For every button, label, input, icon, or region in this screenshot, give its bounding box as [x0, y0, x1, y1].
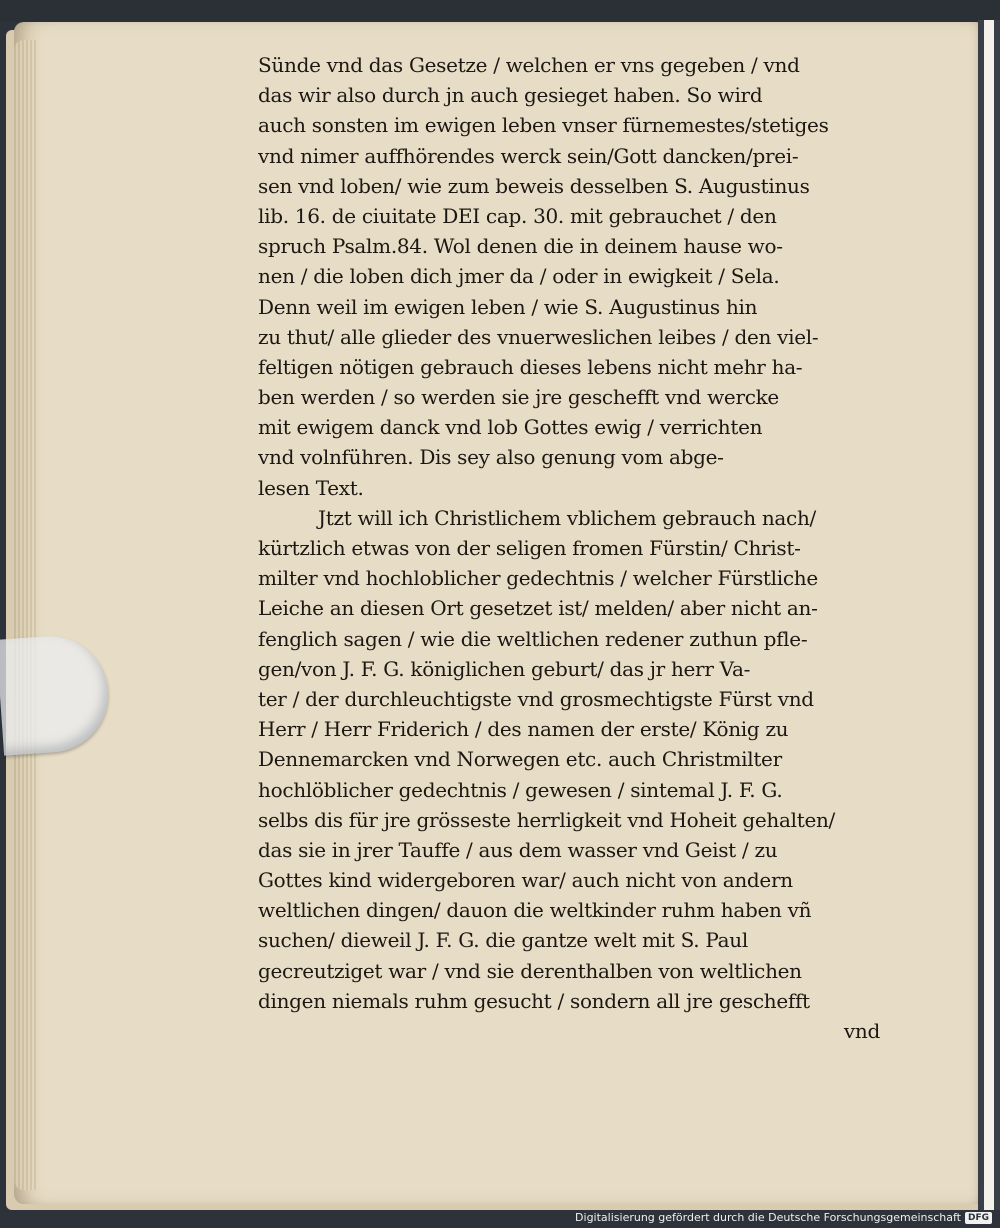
text-line: sen vnd loben/ wie zum beweis desselben S. Augustinus — [258, 173, 810, 198]
text-line: fenglich sagen / wie die weltlichen redener zuthun pfle- — [258, 626, 808, 651]
text-line: milter vnd hochloblicher gedechtnis / welcher Fürstliche — [258, 566, 818, 591]
text-line: weltlichen dingen/ dauon die weltkinder ruhm haben vñ — [258, 898, 812, 923]
text-line: Gottes kind widergeboren war/ auch nicht von andern — [258, 868, 793, 893]
text-line: gecreutziget war / vnd sie derenthalben von weltlichen — [258, 958, 802, 983]
catchword: vnd — [843, 1019, 880, 1043]
text-line: Leiche an diesen Ort gesetzet ist/ melden/ aber nicht an- — [258, 596, 818, 621]
paragraph-start-line: Jtzt will ich Christlichem vblichem gebrauch nach/ — [318, 505, 816, 530]
text-line: lib. 16. de ciuitate DEI cap. 30. mit gebrauchet / den — [258, 203, 777, 228]
spine-strip — [984, 20, 994, 1210]
text-line: feltigen nötigen gebrauch dieses lebens nicht mehr ha- — [258, 354, 803, 379]
text-line: mit ewigem danck vnd lob Gottes ewig / verrichten — [258, 415, 763, 440]
text-line: selbs dis für jre grösseste herrligkeit vnd Hoheit gehalten/ — [258, 807, 836, 832]
text-line: lesen Text. — [258, 475, 364, 500]
text-line: ter / der durchleuchtigste vnd grosmechtigste Fürst vnd — [258, 686, 814, 711]
text-line: vnd volnführen. Dis sey also genung vom abge- — [258, 445, 724, 470]
text-line: gen/von J. F. G. königlichen geburt/ das jr herr Va- — [258, 656, 751, 681]
text-line: zu thut/ alle glieder des vnuerweslichen leibes / den viel- — [258, 324, 819, 349]
text-line: Herr / Herr Friderich / des namen der erste/ König zu — [258, 717, 789, 742]
footer-credit — [575, 1211, 992, 1224]
text-line: nen / die loben dich jmer da / oder in ewigkeit / Sela. — [258, 264, 780, 289]
text-line: vnd nimer auffhörendes werck sein/Gott dancken/prei- — [258, 143, 799, 168]
text-line: spruch Psalm.84. Wol denen die in deinem hause wo- — [258, 234, 783, 259]
text-line: auch sonsten im ewigen leben vnser fürnemestes/stetiges — [258, 113, 829, 138]
footer-text: Digitalisierung gefördert durch die Deutsche Forschungsgemeinschaft — [575, 1211, 961, 1224]
text-line: das wir also durch jn auch gesieget haben. So wird — [258, 83, 763, 108]
book-spine — [978, 20, 1000, 1210]
text-line: Dennemarcken vnd Norwegen etc. auch Christmilter — [258, 747, 782, 772]
text-line: dingen niemals ruhm gesucht / sondern all jre geschefft — [258, 988, 810, 1013]
text-line: Sünde vnd das Gesetze / welchen er vns gegeben / vnd — [258, 53, 800, 77]
text-line: Denn weil im ewigen leben / wie S. Augustinus hin — [258, 294, 758, 319]
dfg-logo-icon: DFG — [965, 1212, 992, 1224]
page-edge — [14, 40, 36, 1190]
viewer-top-band — [0, 0, 1000, 22]
text-line: hochlöblicher gedechtnis / gewesen / sintemal J. F. G. — [258, 777, 783, 802]
text-line: suchen/ dieweil J. F. G. die gantze welt mit S. Paul — [258, 928, 748, 953]
text-line: das sie in jrer Tauffe / aus dem wasser vnd Geist / zu — [258, 837, 778, 862]
text-line: kürtzlich etwas von der seligen fromen Fürstin/ Christ- — [258, 536, 801, 560]
page-text — [258, 50, 888, 1046]
text-line: ben werden / so werden sie jre geschefft vnd wercke — [258, 385, 779, 410]
